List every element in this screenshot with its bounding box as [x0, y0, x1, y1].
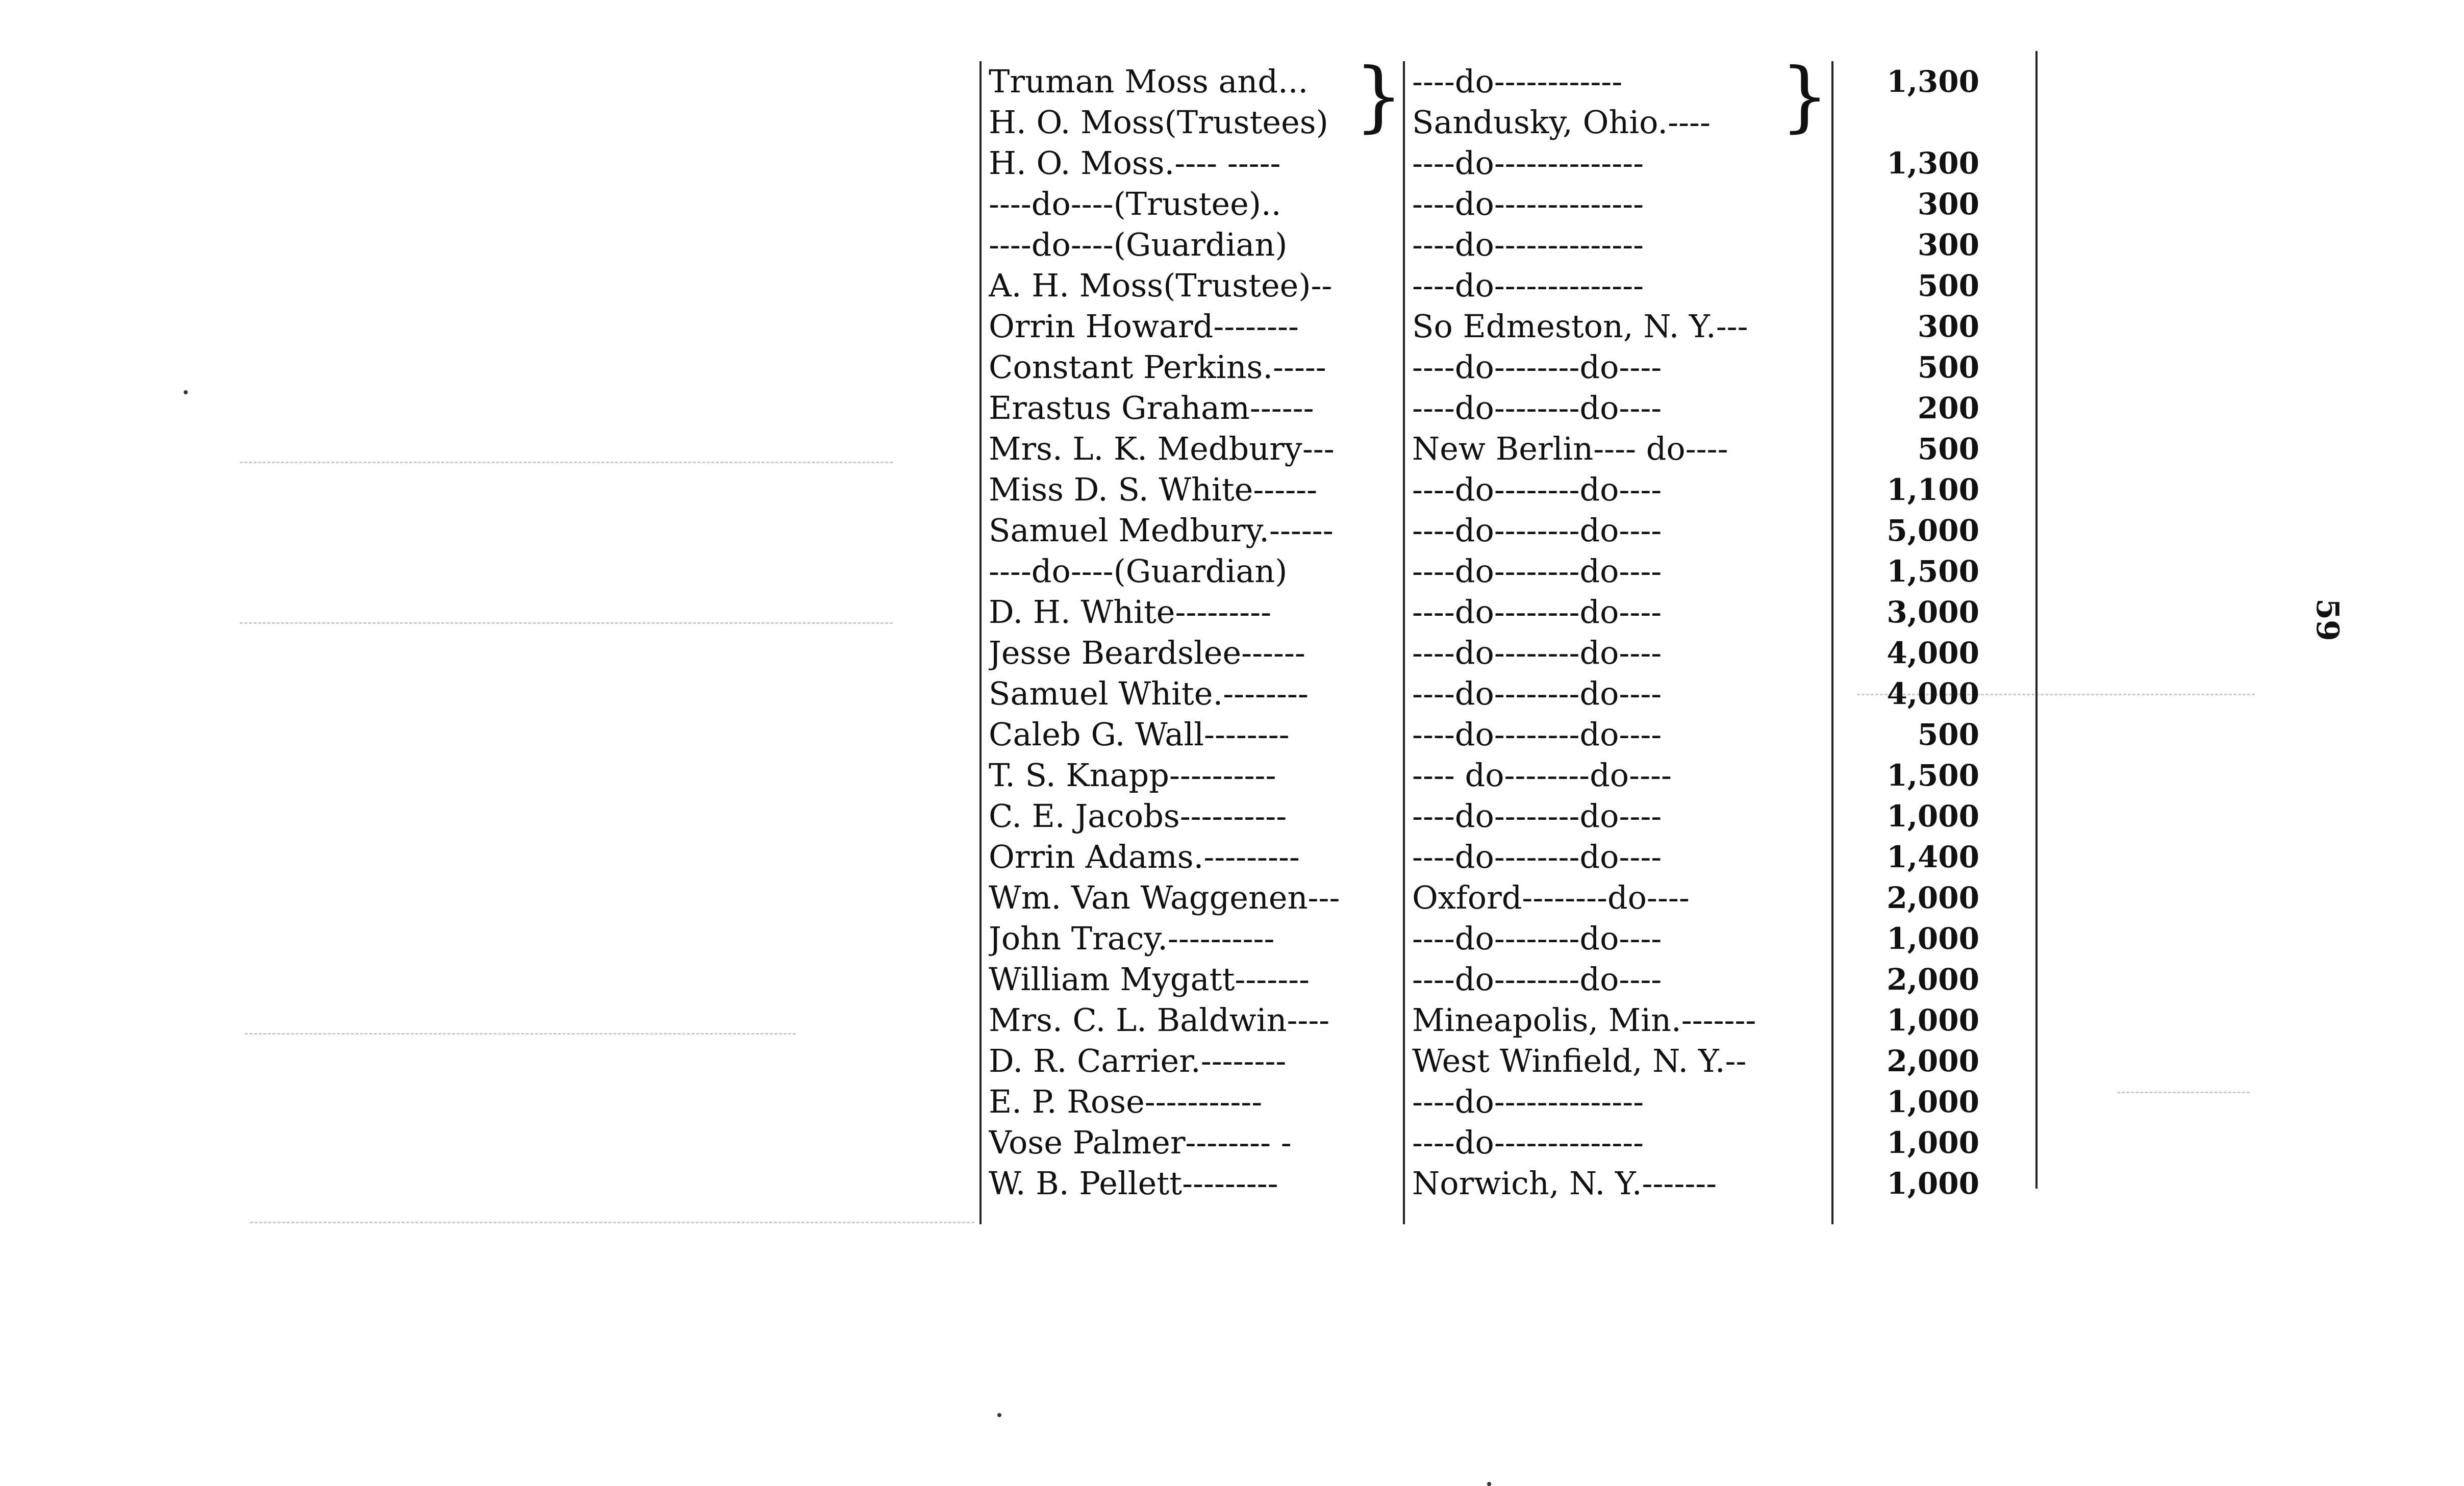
subscriber-name: H. O. Moss.---- -----: [989, 144, 1281, 182]
table-row: [979, 592, 2061, 633]
subscriber-residence: ----do--------do----: [1412, 471, 1662, 508]
subscriber-name: Erastus Graham------: [989, 389, 1314, 426]
subscriber-name: Miss D. S. White------: [989, 471, 1318, 508]
subscriber-residence: Mineapolis, Min.-------: [1412, 1001, 1756, 1039]
subscriber-name: Wm. Van Waggenen---: [989, 879, 1340, 916]
subscriber-name: Orrin Howard--------: [989, 308, 1299, 345]
subscriber-residence: ----do--------------: [1412, 226, 1644, 263]
subscription-amount: 1,300: [1887, 64, 1979, 99]
subscriber-name: D. H. White---------: [989, 593, 1272, 631]
subscription-amount: 500: [1917, 350, 1979, 385]
table-row: [979, 959, 2061, 1000]
subscriber-residence: ----do--------do----: [1412, 593, 1662, 631]
grouping-brace-name: }: [1354, 52, 1403, 141]
subscriber-residence: ----do--------do----: [1412, 716, 1662, 753]
subscriber-residence: ----do--------do----: [1412, 838, 1662, 875]
subscription-amount: 1,000: [1887, 921, 1979, 956]
subscriber-residence: ----do--------------: [1412, 1083, 1644, 1120]
subscription-amount: 1,400: [1887, 840, 1979, 874]
subscriber-residence: ----do--------------: [1412, 185, 1644, 222]
table-row: [979, 673, 2061, 714]
subscription-amount: 2,000: [1887, 962, 1979, 997]
subscription-amount: 1,000: [1887, 799, 1979, 834]
subscriber-name: Jesse Beardslee------: [989, 634, 1305, 671]
subscriber-name: Mrs. C. L. Baldwin----: [989, 1001, 1330, 1039]
table-row: [979, 388, 2061, 429]
table-row: [979, 265, 2061, 306]
subscription-amount: 1,000: [1887, 1003, 1979, 1038]
subscriber-name: H. O. Moss(Trustees): [989, 104, 1328, 141]
subscriber-residence: ----do--------do----: [1412, 552, 1662, 590]
table-row: [979, 143, 2061, 184]
table-row: [979, 877, 2061, 918]
subscription-amount: 1,000: [1887, 1085, 1979, 1119]
bleed-through-line: [2117, 1092, 2250, 1093]
subscription-amount: 1,500: [1887, 758, 1979, 793]
grouping-brace-place: }: [1780, 52, 1829, 141]
subscriber-name: ----do----(Guardian): [989, 226, 1288, 263]
bleed-through-line: [240, 622, 893, 624]
subscriber-residence: ----do--------do----: [1412, 675, 1662, 712]
subscriber-residence: ----do--------do----: [1412, 389, 1662, 426]
table-row: [979, 837, 2061, 877]
table-row: [979, 714, 2061, 755]
subscriber-residence: ----do--------do----: [1412, 634, 1662, 671]
subscription-amount: 500: [1917, 268, 1979, 303]
subscriber-name: Samuel Medbury.------: [989, 512, 1334, 549]
subscription-amount: 200: [1917, 391, 1979, 425]
table-row: [979, 1163, 2061, 1204]
subscription-amount: 2,000: [1887, 880, 1979, 915]
subscription-amount: 4,000: [1887, 636, 1979, 670]
table-row: [979, 1000, 2061, 1041]
subscriber-name: William Mygatt-------: [989, 961, 1310, 998]
subscription-amount: 500: [1917, 432, 1979, 466]
subscriber-name: Caleb G. Wall--------: [989, 716, 1290, 753]
table-row: [979, 61, 2061, 102]
subscriber-residence: ----do--------do----: [1412, 512, 1662, 549]
table-row: [979, 918, 2061, 959]
subscriber-name: E. P. Rose-----------: [989, 1083, 1263, 1120]
subscriber-residence: ----do--------do----: [1412, 961, 1662, 998]
table-row: [979, 429, 2061, 469]
bleed-through-line: [240, 462, 893, 463]
table-row: [979, 755, 2061, 796]
table-row: [979, 469, 2061, 510]
bleed-through-line: [245, 1033, 796, 1035]
subscription-amount: 2,000: [1887, 1044, 1979, 1078]
subscription-amount: 1,100: [1887, 472, 1979, 507]
subscription-amount: 1,500: [1887, 554, 1979, 589]
table-row: [979, 224, 2061, 265]
subscription-amount: 500: [1917, 717, 1979, 752]
subscriber-name: Truman Moss and...: [989, 63, 1309, 100]
subscriber-residence: ----do--------do----: [1412, 797, 1662, 835]
subscriber-name: C. E. Jacobs----------: [989, 797, 1287, 835]
subscription-amount: 300: [1917, 309, 1979, 344]
subscription-amount: 3,000: [1887, 595, 1979, 629]
table-row: [979, 551, 2061, 592]
page-number: 59: [2309, 598, 2345, 641]
subscriber-name: Vose Palmer-------- -: [989, 1124, 1292, 1161]
subscriber-residence: ----do--------do----: [1412, 920, 1662, 957]
subscriber-name: Samuel White.--------: [989, 675, 1309, 712]
table-row: [979, 633, 2061, 673]
print-speck: [184, 390, 188, 394]
subscriber-residence: ---- do--------do----: [1412, 757, 1672, 794]
subscription-amount: 300: [1917, 187, 1979, 221]
subscriber-residence: ----do--------------: [1412, 267, 1644, 304]
subscription-amount: 1,300: [1887, 146, 1979, 181]
subscriber-name: A. H. Moss(Trustee)--: [989, 267, 1332, 304]
subscriber-residence: ----do--------------: [1412, 144, 1644, 182]
subscriber-name: ----do----(Guardian): [989, 552, 1288, 590]
subscriber-residence: So Edmeston, N. Y.---: [1412, 308, 1748, 345]
subscriber-name: ----do----(Trustee)..: [989, 185, 1281, 222]
subscriber-residence: ----do--------do----: [1412, 348, 1662, 386]
subscription-amount: 4,000: [1887, 676, 1979, 711]
table-row: [979, 1081, 2061, 1122]
table-row: [979, 102, 2061, 143]
subscription-amount: 300: [1917, 228, 1979, 262]
subscription-amount: 5,000: [1887, 513, 1979, 548]
table-row: [979, 1041, 2061, 1081]
subscriber-name: Constant Perkins.-----: [989, 348, 1326, 386]
subscriber-residence: West Winfield, N. Y.--: [1412, 1042, 1747, 1079]
subscriber-name: D. R. Carrier.--------: [989, 1042, 1287, 1079]
table-row: [979, 1122, 2061, 1163]
subscriber-name: W. B. Pellett---------: [989, 1165, 1278, 1202]
bleed-through-line: [250, 1222, 974, 1223]
subscriber-residence: New Berlin---- do----: [1412, 430, 1728, 467]
subscriber-table: [979, 52, 2061, 1224]
table-row: [979, 306, 2061, 347]
table-row: [979, 796, 2061, 837]
subscriber-residence: Norwich, N. Y.-------: [1412, 1165, 1717, 1202]
print-speck: [997, 1413, 1001, 1417]
subscriber-residence: Sandusky, Ohio.----: [1412, 104, 1711, 141]
subscription-amount: 1,000: [1887, 1166, 1979, 1201]
subscription-amount: 1,000: [1887, 1125, 1979, 1160]
subscriber-residence: ----do--------------: [1412, 1124, 1644, 1161]
subscriber-name: Mrs. L. K. Medbury---: [989, 430, 1335, 467]
subscriber-residence: Oxford--------do----: [1412, 879, 1690, 916]
subscriber-residence: ----do------------: [1412, 63, 1623, 100]
table-row: [979, 184, 2061, 224]
subscription-amount: [1842, 102, 1979, 143]
table-row: [979, 510, 2061, 551]
subscriber-name: T. S. Knapp----------: [989, 757, 1276, 794]
table-row: [979, 347, 2061, 388]
subscriber-name: Orrin Adams.---------: [989, 838, 1300, 875]
subscriber-name: John Tracy.----------: [989, 920, 1275, 957]
